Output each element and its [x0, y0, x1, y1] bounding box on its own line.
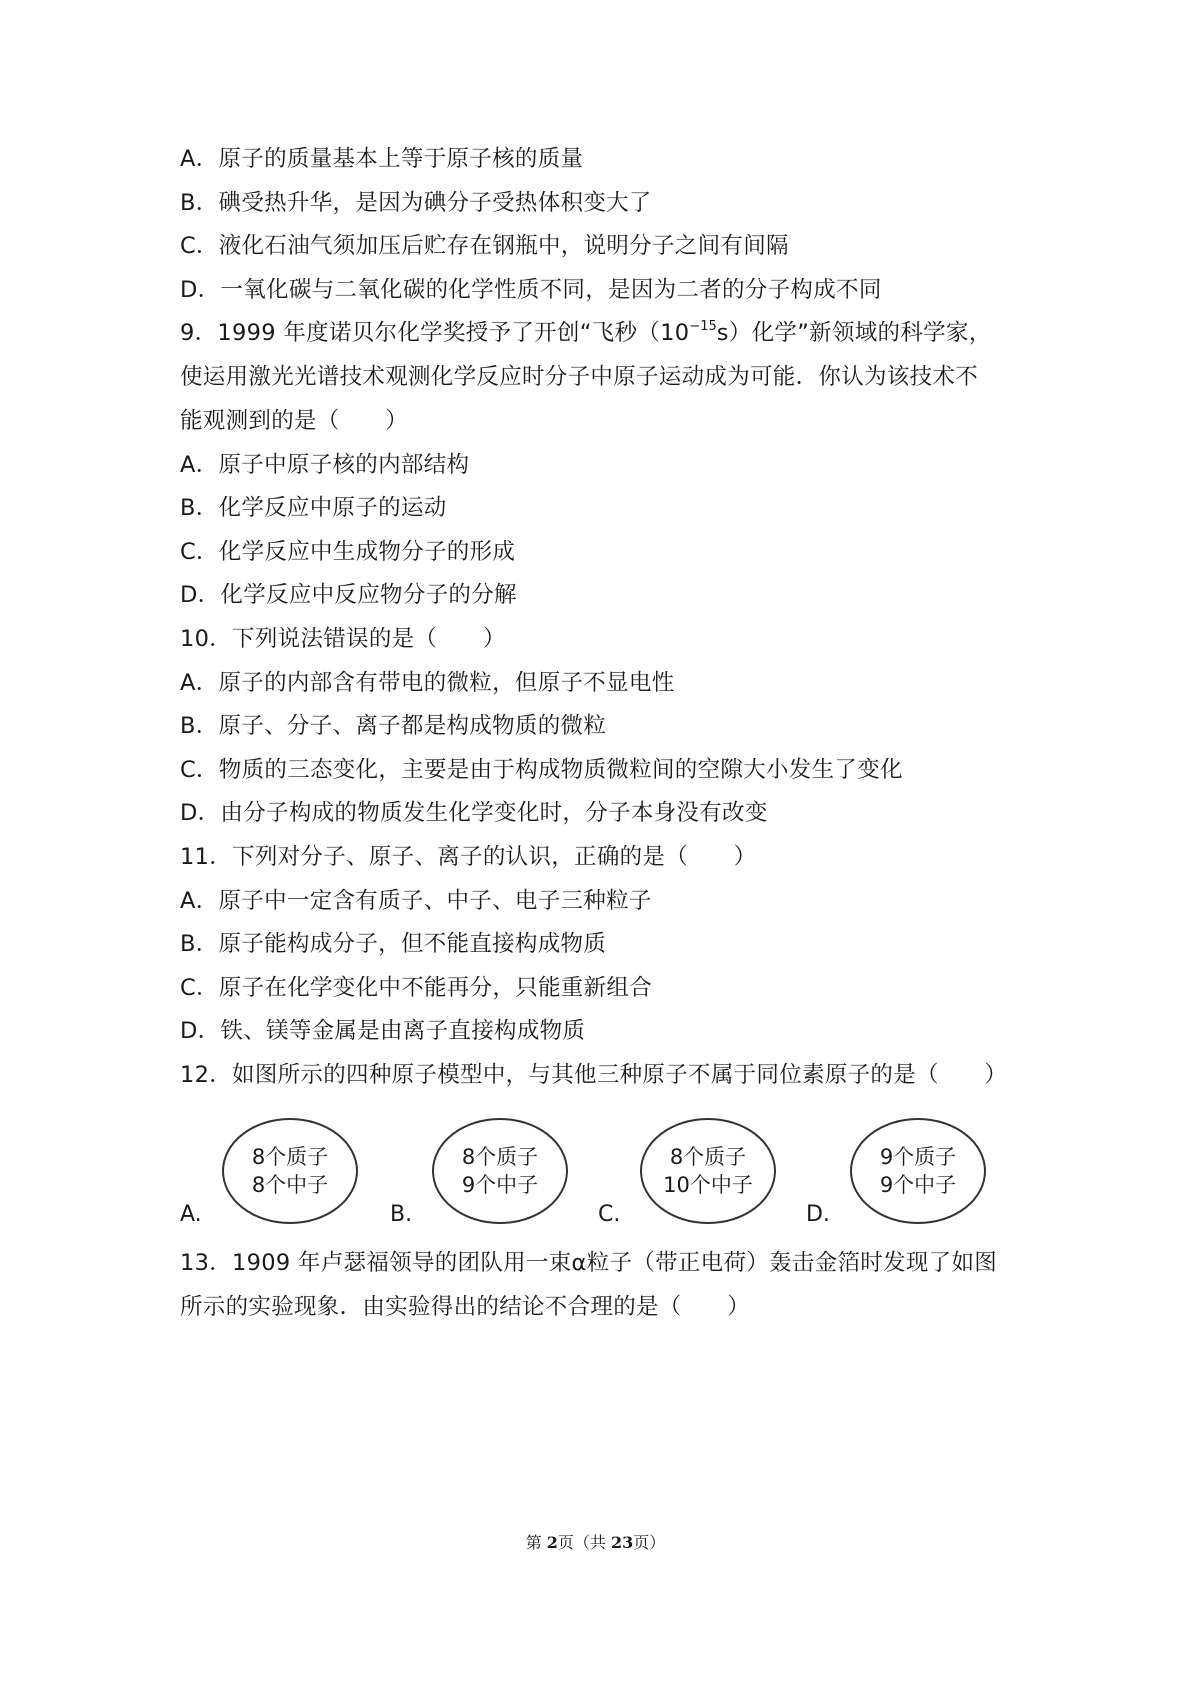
- q8-option-b: B．碘受热升华，是因为碘分子受热体积变大了: [180, 190, 652, 216]
- footer-middle: 页（共: [557, 1533, 612, 1552]
- q12-model-d-neutrons: 9个中子: [879, 1173, 957, 1197]
- q11-option-c: C．原子在化学变化中不能再分，只能重新组合: [180, 975, 653, 1001]
- q12-model-a-protons: 8个质子: [251, 1145, 329, 1169]
- q11-stem: 11．下列对分子、原子、离子的认识，正确的是（ ）: [180, 844, 757, 870]
- q8-option-c: C．液化石油气须加压后贮存在钢瓶中，说明分子之间有间隔: [180, 233, 789, 259]
- q12-model-c-neutrons: 10个中子: [663, 1173, 753, 1197]
- q9-stem-line2: 使运用激光光谱技术观测化学反应时分子中原子运动成为可能．你认为该技术不: [180, 364, 979, 390]
- q9-superscript: −15: [689, 319, 717, 334]
- footer-total-pages: 23: [611, 1533, 634, 1552]
- q12-model-b-protons: 8个质子: [461, 1145, 539, 1169]
- q12-model-b-label: B.: [390, 1202, 413, 1227]
- q12-stem: 12．如图所示的四种原子模型中，与其他三种原子不属于同位素原子的是（ ）: [180, 1062, 1008, 1088]
- q11-option-b: B．原子能构成分子，但不能直接构成物质: [180, 931, 607, 957]
- q11-option-d: D．铁、镁等金属是由离子直接构成物质: [180, 1018, 586, 1044]
- q12-model-c-atom: [640, 1118, 776, 1224]
- q9-option-d: D．化学反应中反应物分子的分解: [180, 582, 517, 608]
- q11-option-a: A．原子中一定含有质子、中子、电子三种粒子: [180, 888, 652, 914]
- footer-page-number: 2: [546, 1533, 558, 1552]
- q10-option-b: B．原子、分子、离子都是构成物质的微粒: [180, 713, 607, 739]
- q9-option-b: B．化学反应中原子的运动: [180, 495, 447, 521]
- q9-stem-text-a: 9．1999 年度诺贝尔化学奖授予了开创“飞秒（10: [180, 320, 690, 346]
- q10-stem: 10．下列说法错误的是（ ）: [180, 626, 506, 652]
- q9-stem-line3: 能观测到的是（ ）: [180, 408, 409, 434]
- q13-stem-line1: 13．1909 年卢瑟福领导的团队用一束α粒子（带正电荷）轰击金箔时发现了如图: [180, 1250, 998, 1276]
- q12-model-c-label: C.: [598, 1202, 621, 1227]
- q10-option-c: C．物质的三态变化，主要是由于构成物质微粒间的空隙大小发生了变化: [180, 757, 903, 783]
- q12-model-b-atom: [432, 1118, 568, 1224]
- q9-option-c: C．化学反应中生成物分子的形成: [180, 539, 516, 565]
- q10-option-a: A．原子的内部含有带电的微粒，但原子不显电性: [180, 670, 675, 696]
- q8-option-a: A．原子的质量基本上等于原子核的质量: [180, 146, 584, 172]
- q12-model-a-neutrons: 8个中子: [251, 1173, 329, 1197]
- page-footer: [0, 1532, 1191, 1554]
- q12-model-d-protons: 9个质子: [879, 1145, 957, 1169]
- q12-model-b-neutrons: 9个中子: [461, 1173, 539, 1197]
- q12-model-a-label: A.: [180, 1202, 202, 1227]
- q12-model-d-atom: [850, 1118, 986, 1224]
- q9-stem-line1: [180, 318, 992, 352]
- q13-stem-line2: 所示的实验现象．由实验得出的结论不合理的是（ ）: [180, 1294, 751, 1320]
- q10-option-d: D．由分子构成的物质发生化学变化时，分子本身没有改变: [180, 800, 768, 826]
- q12-model-c-protons: 8个质子: [669, 1145, 747, 1169]
- q8-option-d: D．一氧化碳与二氧化碳的化学性质不同，是因为二者的分子构成不同: [180, 277, 882, 303]
- footer-suffix: 页）: [633, 1533, 666, 1552]
- q9-option-a: A．原子中原子核的内部结构: [180, 452, 470, 478]
- q9-stem-text-b: s）化学”新领域的科学家，: [716, 320, 992, 346]
- q12-model-d-label: D.: [806, 1202, 830, 1227]
- q12-model-a-atom: [222, 1118, 358, 1224]
- footer-prefix: 第: [525, 1533, 547, 1552]
